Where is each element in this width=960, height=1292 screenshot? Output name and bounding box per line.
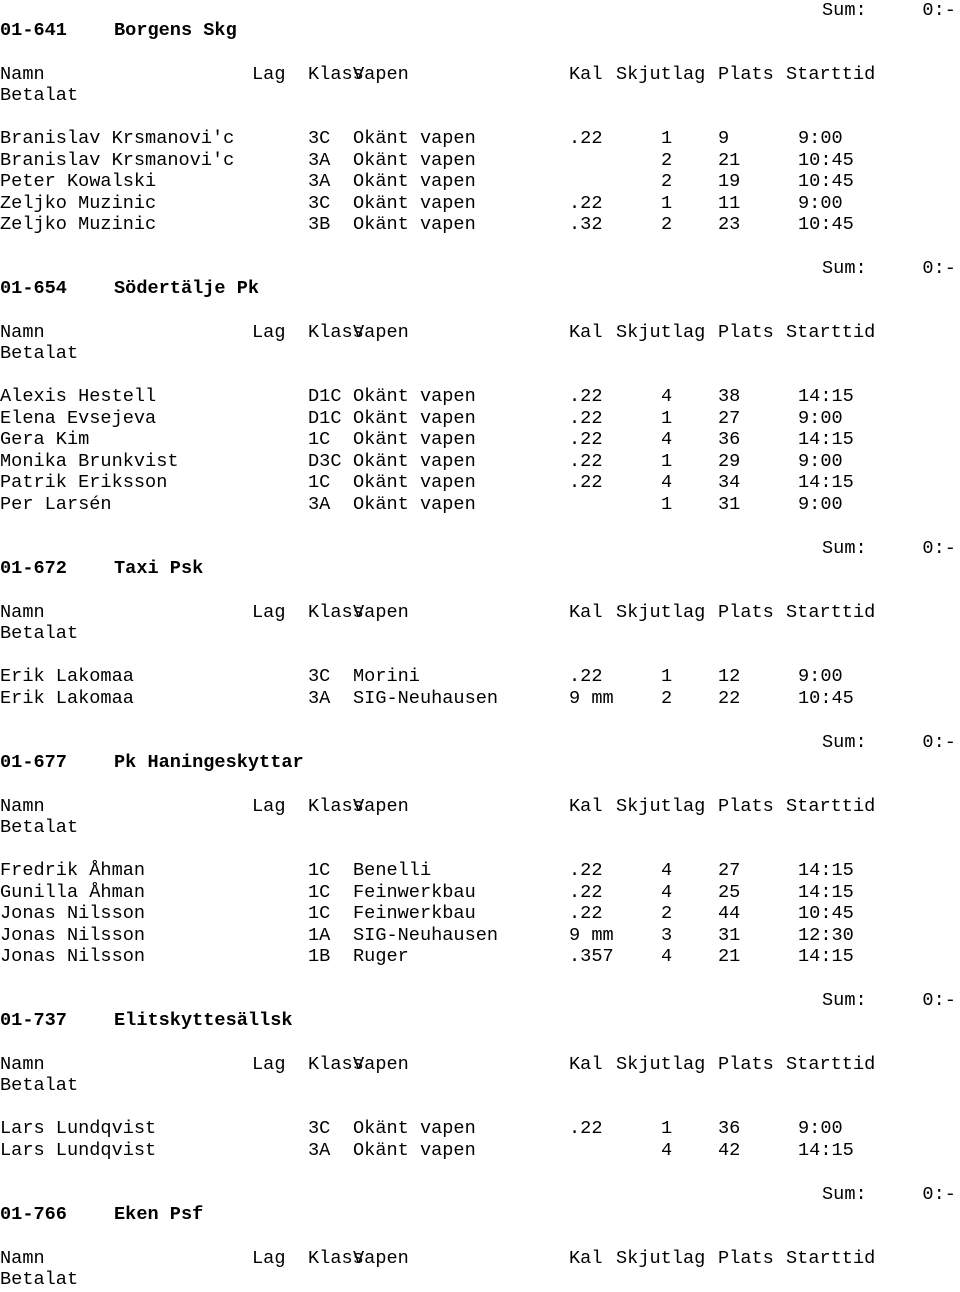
header-namn: Namn bbox=[0, 1054, 45, 1075]
entry-klass: 1C bbox=[308, 860, 331, 881]
entry-kal: .22 bbox=[569, 881, 603, 903]
entry-kal: .22 bbox=[569, 666, 603, 687]
entry-skjutlag: 4 bbox=[661, 429, 673, 451]
shooter-name: Monika Brunkvist bbox=[0, 450, 179, 472]
header-namn: Namn bbox=[0, 796, 45, 817]
club-number: 01-766 bbox=[0, 1204, 67, 1225]
entry-kal: .22 bbox=[569, 450, 603, 472]
entry-kal: .22 bbox=[569, 429, 603, 451]
header-lag: Lag bbox=[252, 602, 286, 623]
entry-starttid: 14:15 bbox=[798, 946, 854, 968]
header-vapen: Vapen bbox=[353, 1248, 409, 1269]
entry-plats: 31 bbox=[718, 924, 741, 946]
header-klass: Klass bbox=[308, 1054, 364, 1075]
club-number: 01-641 bbox=[0, 20, 67, 41]
header-namn: Namn bbox=[0, 602, 45, 623]
entry-kal: .22 bbox=[569, 472, 603, 494]
entry-row bbox=[0, 666, 960, 688]
entry-klass: 3C bbox=[308, 666, 331, 687]
entry-vapen: Okänt vapen bbox=[353, 149, 476, 171]
club-sum: Sum: 0:- bbox=[822, 0, 956, 21]
club-sum: Sum: 0:- bbox=[822, 538, 956, 559]
header-klass: Klass bbox=[308, 796, 364, 817]
entry-row bbox=[0, 472, 960, 494]
entry-starttid: 10:45 bbox=[798, 171, 854, 193]
entry-row bbox=[0, 451, 960, 473]
entry-vapen: SIG-Neuhausen bbox=[353, 924, 499, 946]
entry-starttid: 9:00 bbox=[798, 407, 843, 429]
entry-vapen: Okänt vapen bbox=[353, 429, 476, 451]
shooter-name: Erik Lakomaa bbox=[0, 666, 134, 687]
entry-klass: D3C bbox=[308, 450, 342, 472]
club-name: Elitskyttesällsk bbox=[114, 1010, 293, 1031]
entry-plats: 36 bbox=[718, 1118, 741, 1139]
entry-row bbox=[0, 882, 960, 904]
entry-plats: 42 bbox=[718, 1139, 741, 1161]
entry-skjutlag: 4 bbox=[661, 860, 673, 881]
entry-plats: 23 bbox=[718, 214, 741, 236]
column-header bbox=[0, 796, 960, 840]
entry-vapen: Okänt vapen bbox=[353, 472, 476, 494]
header-betalat: Betalat bbox=[0, 817, 79, 838]
shooter-name: Jonas Nilsson bbox=[0, 903, 146, 925]
header-betalat: Betalat bbox=[0, 1075, 79, 1096]
entry-row bbox=[0, 408, 960, 430]
header-kal: Kal bbox=[569, 602, 603, 623]
entry-starttid: 10:45 bbox=[798, 214, 854, 236]
shooter-name: Gunilla Åhman bbox=[0, 881, 146, 903]
shooter-name: Zeljko Muzinic bbox=[0, 192, 157, 214]
header-namn: Namn bbox=[0, 64, 45, 85]
header-lag: Lag bbox=[252, 1248, 286, 1269]
club-name: Södertälje Pk bbox=[114, 278, 260, 299]
header-betalat: Betalat bbox=[0, 85, 79, 106]
club-name: Taxi Psk bbox=[114, 558, 204, 579]
entry-vapen: Okänt vapen bbox=[353, 171, 476, 193]
header-klass: Klass bbox=[308, 602, 364, 623]
header-vapen: Vapen bbox=[353, 602, 409, 623]
header-starttid: Starttid bbox=[786, 796, 876, 817]
header-vapen: Vapen bbox=[353, 796, 409, 817]
entry-starttid: 14:15 bbox=[798, 860, 854, 881]
entry-vapen: Okänt vapen bbox=[353, 386, 476, 407]
entry-starttid: 9:00 bbox=[798, 1118, 843, 1139]
entry-starttid: 9:00 bbox=[798, 192, 843, 214]
entry-row bbox=[0, 214, 960, 236]
entry-klass: D1C bbox=[308, 407, 342, 429]
header-namn: Namn bbox=[0, 1248, 45, 1269]
entry-kal: .32 bbox=[569, 214, 603, 236]
entry-kal: .22 bbox=[569, 860, 603, 881]
header-skjutlag: Skjutlag bbox=[616, 1054, 706, 1075]
entry-plats: 9 bbox=[718, 128, 730, 149]
header-kal: Kal bbox=[569, 322, 603, 343]
header-starttid: Starttid bbox=[786, 602, 876, 623]
entry-skjutlag: 1 bbox=[661, 666, 673, 687]
entry-row bbox=[0, 386, 960, 408]
entry-skjutlag: 1 bbox=[661, 128, 673, 149]
shooter-name: Peter Kowalski bbox=[0, 171, 157, 193]
entry-list bbox=[0, 666, 960, 709]
shooter-name: Patrik Eriksson bbox=[0, 472, 168, 494]
header-lag: Lag bbox=[252, 322, 286, 343]
entry-vapen: Benelli bbox=[353, 860, 432, 881]
club-number: 01-737 bbox=[0, 1010, 67, 1031]
entry-klass: 3C bbox=[308, 1118, 331, 1139]
entry-kal: 9 mm bbox=[569, 924, 614, 946]
entry-vapen: Okänt vapen bbox=[353, 214, 476, 236]
club-name: Pk Haningeskyttar bbox=[114, 752, 304, 773]
entry-klass: 1C bbox=[308, 472, 331, 494]
entry-klass: 1C bbox=[308, 881, 331, 903]
entry-starttid: 9:00 bbox=[798, 666, 843, 687]
header-lag: Lag bbox=[252, 796, 286, 817]
club-sum: Sum: 0:- bbox=[822, 1184, 956, 1205]
club-sum: Sum: 0:- bbox=[822, 258, 956, 279]
header-betalat: Betalat bbox=[0, 623, 79, 644]
entry-vapen: Feinwerkbau bbox=[353, 903, 476, 925]
entry-kal: .22 bbox=[569, 128, 603, 149]
entry-plats: 19 bbox=[718, 171, 741, 193]
header-kal: Kal bbox=[569, 796, 603, 817]
entry-row bbox=[0, 1118, 960, 1140]
entry-vapen: Okänt vapen bbox=[353, 1139, 476, 1161]
column-header bbox=[0, 602, 960, 646]
entry-row bbox=[0, 688, 960, 710]
header-klass: Klass bbox=[308, 1248, 364, 1269]
entry-klass: 3A bbox=[308, 687, 331, 709]
entry-skjutlag: 4 bbox=[661, 1139, 673, 1161]
header-plats: Plats bbox=[718, 64, 774, 85]
header-betalat: Betalat bbox=[0, 343, 79, 364]
entry-row bbox=[0, 903, 960, 925]
shooter-name: Elena Evsejeva bbox=[0, 407, 157, 429]
entry-klass: 1C bbox=[308, 429, 331, 451]
entry-plats: 25 bbox=[718, 881, 741, 903]
header-skjutlag: Skjutlag bbox=[616, 322, 706, 343]
entry-klass: 3A bbox=[308, 171, 331, 193]
header-lag: Lag bbox=[252, 1054, 286, 1075]
entry-plats: 31 bbox=[718, 493, 741, 515]
entry-kal: .22 bbox=[569, 192, 603, 214]
shooter-name: Branislav Krsmanovi'c bbox=[0, 128, 235, 149]
header-starttid: Starttid bbox=[786, 1248, 876, 1269]
entry-starttid: 14:15 bbox=[798, 386, 854, 407]
entry-plats: 44 bbox=[718, 903, 741, 925]
entry-row bbox=[0, 128, 960, 150]
header-skjutlag: Skjutlag bbox=[616, 1248, 706, 1269]
header-plats: Plats bbox=[718, 1054, 774, 1075]
entry-klass: 3C bbox=[308, 128, 331, 149]
shooter-name: Jonas Nilsson bbox=[0, 924, 146, 946]
entry-plats: 22 bbox=[718, 687, 741, 709]
entry-klass: 1C bbox=[308, 903, 331, 925]
entry-vapen: Okänt vapen bbox=[353, 407, 476, 429]
header-klass: Klass bbox=[308, 64, 364, 85]
shooter-name: Gera Kim bbox=[0, 429, 90, 451]
entry-skjutlag: 4 bbox=[661, 881, 673, 903]
entry-kal: .22 bbox=[569, 386, 603, 407]
header-vapen: Vapen bbox=[353, 1054, 409, 1075]
column-header bbox=[0, 64, 960, 108]
entry-row bbox=[0, 1140, 960, 1162]
entry-plats: 27 bbox=[718, 860, 741, 881]
entry-kal: 9 mm bbox=[569, 687, 614, 709]
entry-klass: 3A bbox=[308, 1139, 331, 1161]
header-lag: Lag bbox=[252, 64, 286, 85]
entry-list bbox=[0, 1118, 960, 1161]
entry-kal: .22 bbox=[569, 1118, 603, 1139]
entry-starttid: 14:15 bbox=[798, 472, 854, 494]
entry-vapen: Ruger bbox=[353, 946, 409, 968]
entry-skjutlag: 1 bbox=[661, 1118, 673, 1139]
entry-list bbox=[0, 386, 960, 516]
club-number: 01-677 bbox=[0, 752, 67, 773]
entry-klass: 3A bbox=[308, 149, 331, 171]
header-namn: Namn bbox=[0, 322, 45, 343]
entry-list bbox=[0, 128, 960, 236]
entry-plats: 29 bbox=[718, 450, 741, 472]
entry-row bbox=[0, 171, 960, 193]
header-betalat: Betalat bbox=[0, 1269, 79, 1290]
entry-skjutlag: 2 bbox=[661, 149, 673, 171]
entry-vapen: Okänt vapen bbox=[353, 450, 476, 472]
entry-starttid: 9:00 bbox=[798, 493, 843, 515]
club-sum: Sum: 0:- bbox=[822, 732, 956, 753]
entry-starttid: 12:30 bbox=[798, 924, 854, 946]
entry-row bbox=[0, 860, 960, 882]
entry-klass: 3C bbox=[308, 192, 331, 214]
entry-skjutlag: 2 bbox=[661, 214, 673, 236]
entry-skjutlag: 1 bbox=[661, 192, 673, 214]
entry-starttid: 10:45 bbox=[798, 687, 854, 709]
header-kal: Kal bbox=[569, 1054, 603, 1075]
entry-skjutlag: 2 bbox=[661, 171, 673, 193]
entry-vapen: Okänt vapen bbox=[353, 192, 476, 214]
header-plats: Plats bbox=[718, 322, 774, 343]
entry-plats: 27 bbox=[718, 407, 741, 429]
header-kal: Kal bbox=[569, 64, 603, 85]
entry-plats: 34 bbox=[718, 472, 741, 494]
entry-kal: .22 bbox=[569, 903, 603, 925]
entry-vapen: Okänt vapen bbox=[353, 128, 476, 149]
entry-row bbox=[0, 150, 960, 172]
entry-vapen: Okänt vapen bbox=[353, 1118, 476, 1139]
club-number: 01-672 bbox=[0, 558, 67, 579]
shooter-name: Branislav Krsmanovi'c bbox=[0, 149, 235, 171]
entry-starttid: 10:45 bbox=[798, 149, 854, 171]
entry-skjutlag: 4 bbox=[661, 386, 673, 407]
header-vapen: Vapen bbox=[353, 322, 409, 343]
entry-vapen: Feinwerkbau bbox=[353, 881, 476, 903]
entry-kal: .357 bbox=[569, 946, 614, 968]
shooter-name: Per Larsén bbox=[0, 493, 112, 515]
header-kal: Kal bbox=[569, 1248, 603, 1269]
club-name: Eken Psf bbox=[114, 1204, 204, 1225]
header-starttid: Starttid bbox=[786, 322, 876, 343]
entry-vapen: Okänt vapen bbox=[353, 493, 476, 515]
entry-klass: D1C bbox=[308, 386, 342, 407]
entry-row bbox=[0, 429, 960, 451]
header-skjutlag: Skjutlag bbox=[616, 602, 706, 623]
shooter-name: Alexis Hestell bbox=[0, 386, 157, 407]
entry-row bbox=[0, 946, 960, 968]
column-header bbox=[0, 1054, 960, 1098]
entry-skjutlag: 2 bbox=[661, 687, 673, 709]
entry-vapen: SIG-Neuhausen bbox=[353, 687, 499, 709]
entry-starttid: 14:15 bbox=[798, 429, 854, 451]
entry-plats: 21 bbox=[718, 946, 741, 968]
entry-skjutlag: 4 bbox=[661, 946, 673, 968]
entry-skjutlag: 4 bbox=[661, 472, 673, 494]
entry-skjutlag: 2 bbox=[661, 903, 673, 925]
entry-plats: 21 bbox=[718, 149, 741, 171]
header-skjutlag: Skjutlag bbox=[616, 64, 706, 85]
entry-klass: 1A bbox=[308, 924, 331, 946]
entry-row bbox=[0, 925, 960, 947]
entry-plats: 36 bbox=[718, 429, 741, 451]
club-name: Borgens Skg bbox=[114, 20, 237, 41]
column-header bbox=[0, 1248, 960, 1292]
entry-skjutlag: 1 bbox=[661, 450, 673, 472]
entry-skjutlag: 3 bbox=[661, 924, 673, 946]
header-skjutlag: Skjutlag bbox=[616, 796, 706, 817]
shooter-name: Lars Lundqvist bbox=[0, 1139, 157, 1161]
shooter-name: Zeljko Muzinic bbox=[0, 214, 157, 236]
entry-klass: 3A bbox=[308, 493, 331, 515]
shooter-name: Erik Lakomaa bbox=[0, 687, 134, 709]
header-starttid: Starttid bbox=[786, 1054, 876, 1075]
entry-kal: .22 bbox=[569, 407, 603, 429]
entry-starttid: 9:00 bbox=[798, 128, 843, 149]
header-plats: Plats bbox=[718, 602, 774, 623]
entry-row bbox=[0, 494, 960, 516]
entry-list bbox=[0, 860, 960, 968]
entry-starttid: 9:00 bbox=[798, 450, 843, 472]
entry-klass: 1B bbox=[308, 946, 331, 968]
entry-plats: 12 bbox=[718, 666, 741, 687]
shooter-name: Fredrik Åhman bbox=[0, 860, 146, 881]
entry-starttid: 14:15 bbox=[798, 881, 854, 903]
entry-skjutlag: 1 bbox=[661, 407, 673, 429]
entry-skjutlag: 1 bbox=[661, 493, 673, 515]
entry-vapen: Morini bbox=[353, 666, 420, 687]
entry-starttid: 14:15 bbox=[798, 1139, 854, 1161]
entry-plats: 38 bbox=[718, 386, 741, 407]
shooter-name: Jonas Nilsson bbox=[0, 946, 146, 968]
entry-starttid: 10:45 bbox=[798, 903, 854, 925]
header-starttid: Starttid bbox=[786, 64, 876, 85]
column-header bbox=[0, 322, 960, 366]
header-klass: Klass bbox=[308, 322, 364, 343]
shooter-name: Lars Lundqvist bbox=[0, 1118, 157, 1139]
club-number: 01-654 bbox=[0, 278, 67, 299]
header-plats: Plats bbox=[718, 796, 774, 817]
entry-plats: 11 bbox=[718, 192, 741, 214]
club-sum: Sum: 0:- bbox=[822, 990, 956, 1011]
header-plats: Plats bbox=[718, 1248, 774, 1269]
header-vapen: Vapen bbox=[353, 64, 409, 85]
entry-klass: 3B bbox=[308, 214, 331, 236]
entry-row bbox=[0, 193, 960, 215]
